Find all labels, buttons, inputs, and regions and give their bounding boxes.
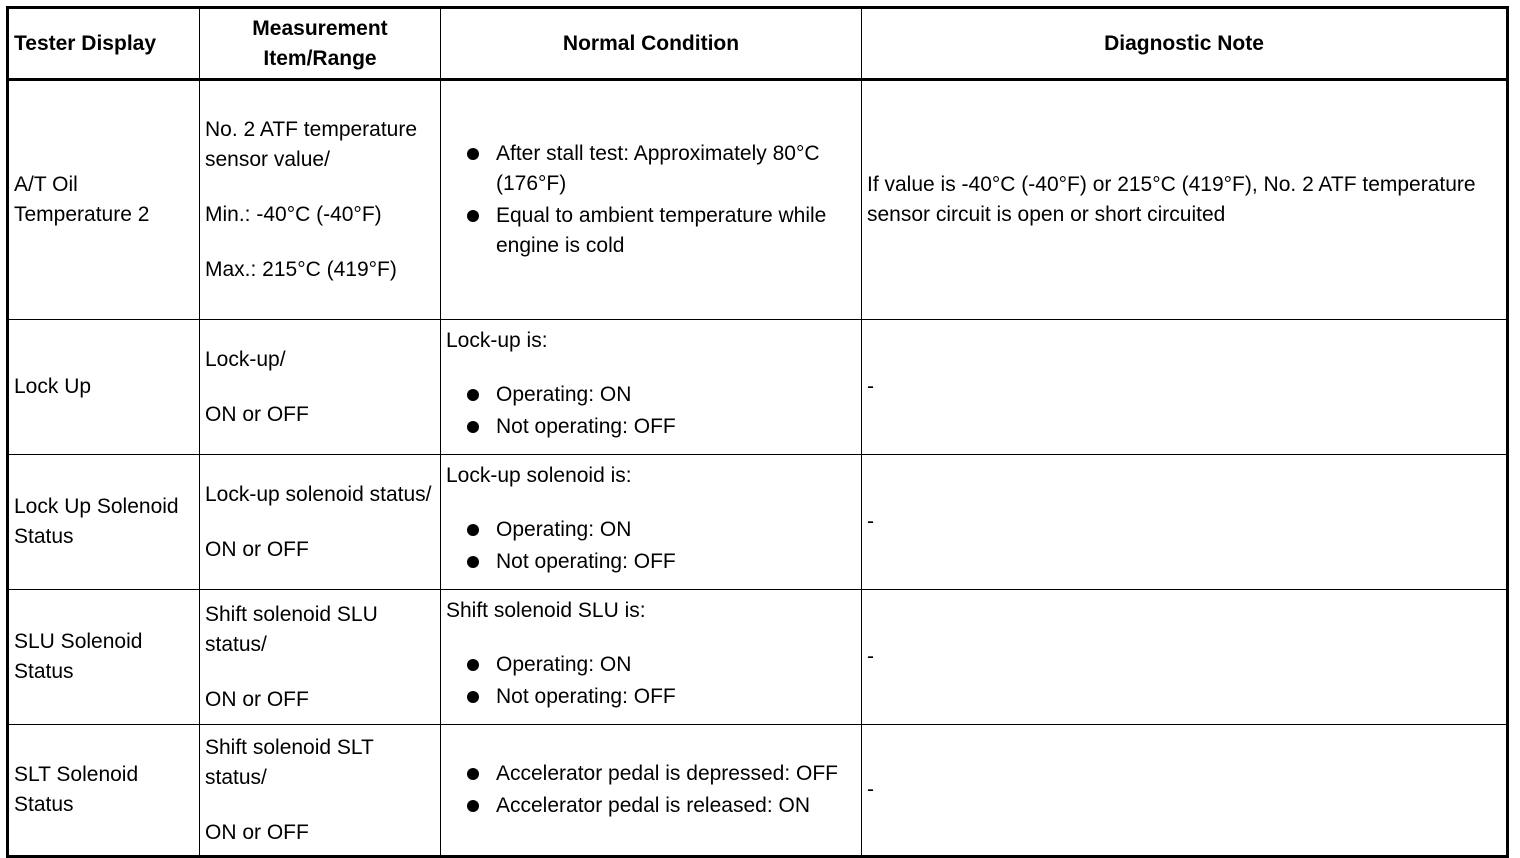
measurement-cell xyxy=(200,725,441,857)
measurement-cell xyxy=(200,590,441,725)
measurement-line: Lock-up solenoid status/ xyxy=(205,482,432,506)
measurement-line: Shift solenoid SLU status/ xyxy=(205,602,378,656)
header-measurement-line2: Item/Range xyxy=(263,46,377,70)
condition-bullet: Not operating: OFF xyxy=(446,682,856,712)
measurement-cell xyxy=(200,320,441,455)
data-list-table xyxy=(6,6,1509,858)
measurement-line: No. 2 ATF temperature sensor value/ xyxy=(205,118,418,171)
measurement-cell xyxy=(200,80,441,320)
normal-condition-cell xyxy=(441,80,862,320)
tester-display-cell: Lock Up Solenoid Status xyxy=(8,455,200,590)
condition-list xyxy=(446,650,856,712)
condition-bullet: Accelerator pedal is depressed: OFF xyxy=(446,759,856,789)
header-measurement-item-range xyxy=(200,8,441,80)
diagnostic-note-cell: - xyxy=(862,455,1508,590)
tester-display-cell: Lock Up xyxy=(8,320,200,455)
measurement-line: ON or OFF xyxy=(205,820,309,844)
measurement-line: Lock-up/ xyxy=(205,347,286,371)
tester-display-cell: A/T Oil Temperature 2 xyxy=(8,80,200,320)
measurement-line: Shift solenoid SLT status/ xyxy=(205,735,374,789)
header-row xyxy=(8,8,1508,80)
tester-display-cell: SLU Solenoid Status xyxy=(8,590,200,725)
table-row-slt-solenoid-status xyxy=(8,725,1508,857)
condition-bullet: Operating: ON xyxy=(446,380,856,410)
table-row-lock-up-solenoid-status xyxy=(8,455,1508,590)
header-diagnostic-note: Diagnostic Note xyxy=(862,8,1508,80)
condition-intro: Shift solenoid SLU is: xyxy=(446,599,646,622)
tester-display-cell: SLT Solenoid Status xyxy=(8,725,200,857)
measurement-line: Max.: 215°C (419°F) xyxy=(205,258,397,281)
diagnostic-note-cell: If value is -40°C (-40°F) or 215°C (419°F), No. 2 ATF temperature sensor circuit is open or short circuited xyxy=(862,80,1508,320)
condition-list xyxy=(446,759,856,821)
condition-bullet: Not operating: OFF xyxy=(446,412,856,442)
condition-bullet: Accelerator pedal is released: ON xyxy=(446,791,856,821)
measurement-cell xyxy=(200,455,441,590)
condition-list xyxy=(446,139,856,261)
measurement-line: ON or OFF xyxy=(205,687,309,711)
condition-bullet: Operating: ON xyxy=(446,650,856,680)
condition-bullet: Not operating: OFF xyxy=(446,547,856,577)
condition-bullet: Equal to ambient temperature while engine is cold xyxy=(446,201,856,261)
condition-list xyxy=(446,380,856,442)
condition-bullet: After stall test: Approximately 80°C (176°F) xyxy=(446,139,856,199)
diagnostic-note-cell: - xyxy=(862,725,1508,857)
condition-bullet: Operating: ON xyxy=(446,515,856,545)
diagnostic-note-cell: - xyxy=(862,320,1508,455)
condition-intro: Lock-up solenoid is: xyxy=(446,464,632,487)
normal-condition-cell xyxy=(441,455,862,590)
header-normal-condition: Normal Condition xyxy=(441,8,862,80)
measurement-line: ON or OFF xyxy=(205,402,309,426)
measurement-line: ON or OFF xyxy=(205,537,309,561)
header-measurement-line1: Measurement xyxy=(252,16,388,40)
normal-condition-cell xyxy=(441,725,862,857)
table-row-at-oil-temperature-2 xyxy=(8,80,1508,320)
table-row-lock-up xyxy=(8,320,1508,455)
table-row-slu-solenoid-status xyxy=(8,590,1508,725)
normal-condition-cell xyxy=(441,320,862,455)
header-tester-display: Tester Display xyxy=(8,8,200,80)
diagnostic-note-cell: - xyxy=(862,590,1508,725)
normal-condition-cell xyxy=(441,590,862,725)
condition-intro: Lock-up is: xyxy=(446,329,548,352)
measurement-line: Min.: -40°C (-40°F) xyxy=(205,203,382,226)
condition-list xyxy=(446,515,856,577)
